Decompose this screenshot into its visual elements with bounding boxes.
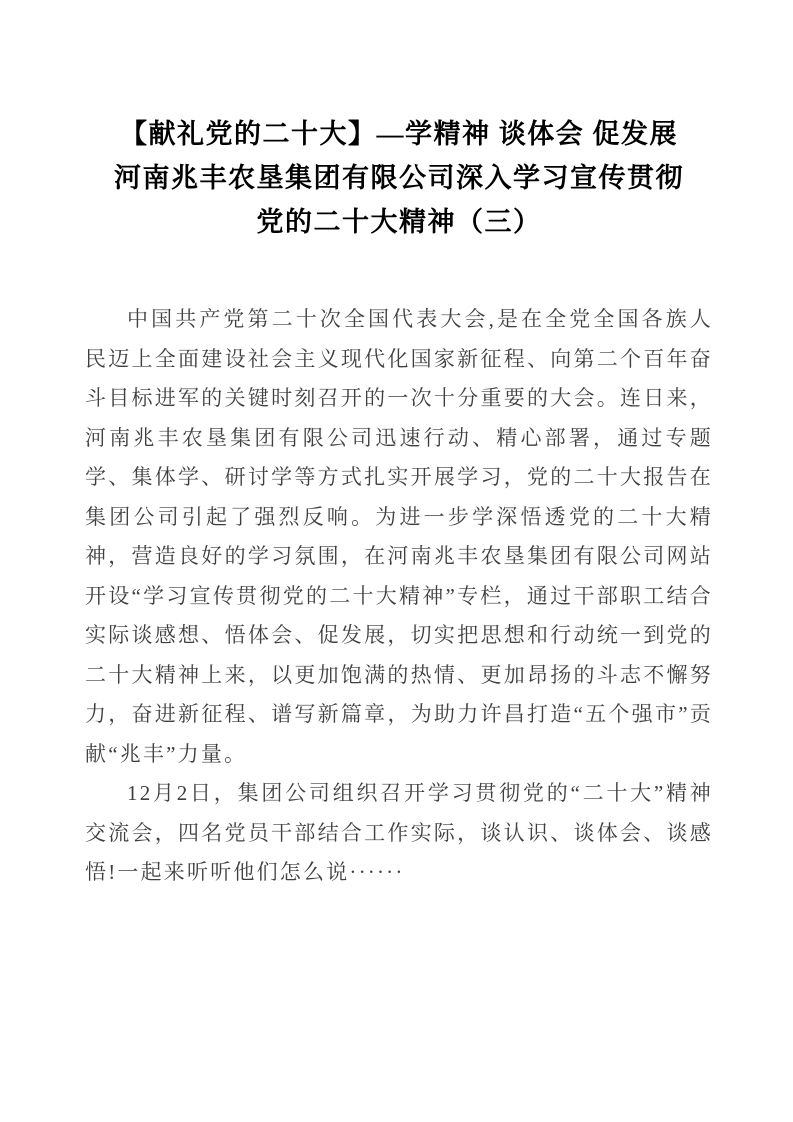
body-paragraph-1: 中国共产党第二十次全国代表大会,是在全党全国各族人民迈上全面建设社会主义现代化国家新征程、向第二个百年奋斗目标进军的关键时刻召开的一次十分重要的大会。连日来，河南兆丰农垦集团有限公司迅速行动、精心部署，通过专题学、集体学、研讨学等方式扎实开展学习，党的二十大报告在集团公司引起了强烈反响。为进一步学深悟透党的二十大精神，营造良好的学习氛围，在河南兆丰农垦集团有限公司网站开设“学习宣传贯彻党的二十大精神”专栏，通过干部职工结合实际谈感想、悟体会、促发展，切实把思想和行动统一到党的二十大精神上来，以更加饱满的热情、更加昂扬的斗志不懈努力，奋进新征程、谱写新篇章，为助力许昌打造“五个强市”贡献“兆丰”力量。 bbox=[85, 307, 713, 766]
body-paragraph-2: 12月2日，集团公司组织召开学习贯彻党的“二十大”精神交流会，四名党员干部结合工作实际，谈认识、谈体会、谈感悟!一起来听听他们怎么说······ bbox=[85, 781, 713, 884]
title-line-1: 【献礼党的二十大】—学精神 谈体会 促发展 bbox=[120, 119, 678, 149]
title-line-2: 河南兆丰农垦集团有限公司深入学习宣传贯彻 bbox=[114, 163, 684, 193]
document-body bbox=[85, 300, 713, 893]
document-content bbox=[85, 112, 713, 893]
title-line-3: 党的二十大精神（三） bbox=[256, 207, 542, 237]
document-title bbox=[85, 112, 713, 244]
